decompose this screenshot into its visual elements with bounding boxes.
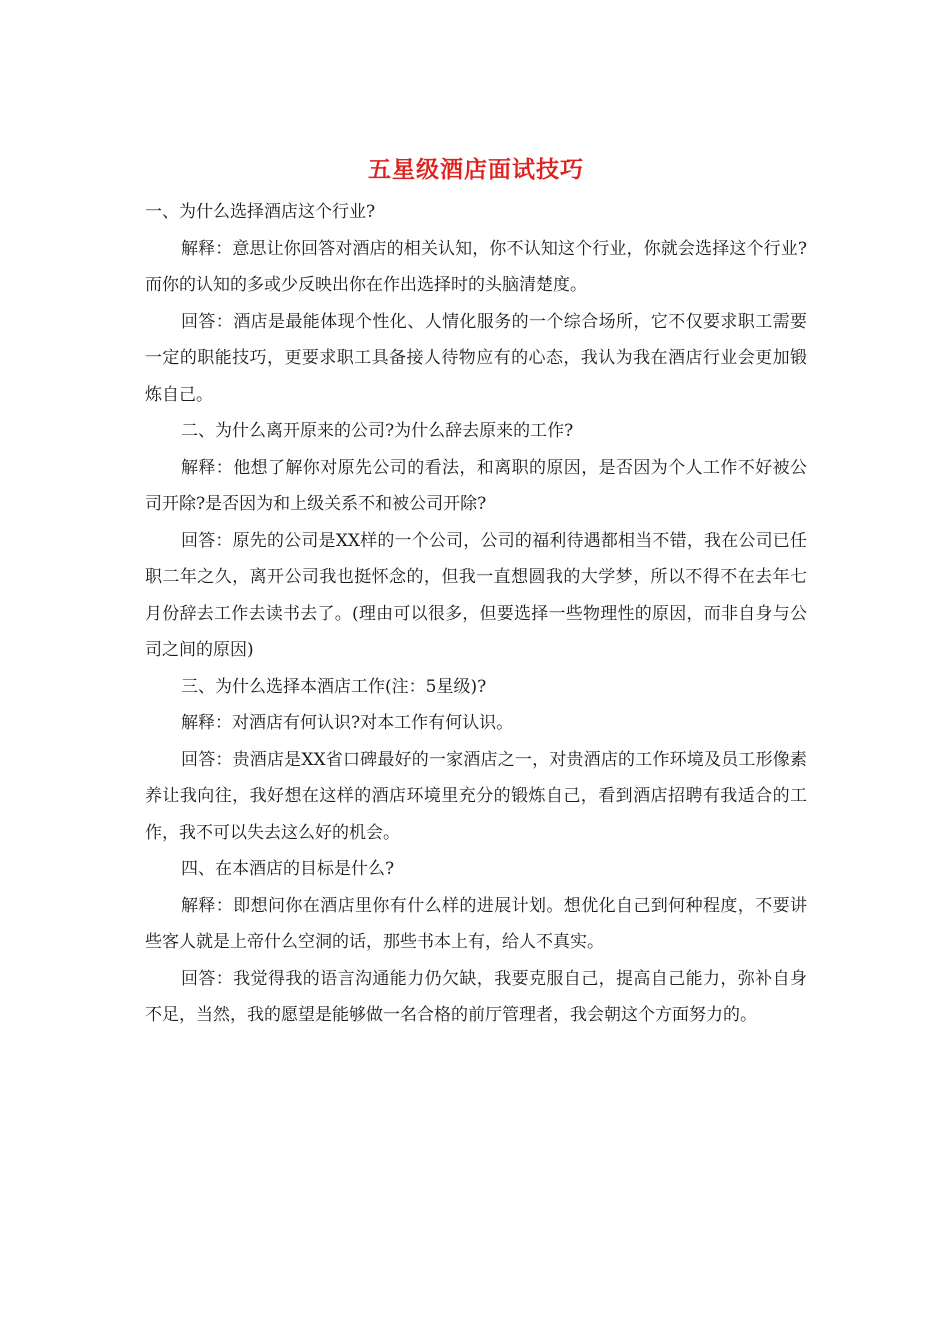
question-1-explanation: 解释：意思让你回答对酒店的相关认知，你不认知这个行业，你就会选择这个行业?而你的认知的多或少反映出你在作出选择时的头脑清楚度。: [145, 238, 807, 295]
question-2-explanation: 解释：他想了解你对原先公司的看法，和离职的原因，是否因为个人工作不好被公司开除?是否因为和上级关系不和被公司开除?: [145, 457, 807, 514]
question-2-heading: 二、为什么离开原来的公司?为什么辞去原来的工作?: [181, 421, 574, 441]
question-4-answer: 回答：我觉得我的语言沟通能力仍欠缺，我要克服自己，提高自己能力，弥补自身不足，当然，我的愿望是能够做一名合格的前厅管理者，我会朝这个方面努力的。: [145, 968, 807, 1025]
question-1-answer: 回答：酒店是最能体现个性化、人情化服务的一个综合场所，它不仅要求职工需要一定的职能技巧，更要求职工具备接人待物应有的心态，我认为我在酒店行业会更加锻炼自己。: [145, 311, 807, 405]
question-1-heading: 一、为什么选择酒店这个行业?: [145, 202, 376, 222]
question-3-explanation: 解释：对酒店有何认识?对本工作有何认识。: [181, 713, 514, 733]
document-body: [145, 150, 807, 1034]
question-2-answer: 回答：原先的公司是XX样的一个公司，公司的福利待遇都相当不错，我在公司已任职二年之久，离开公司我也挺怀念的，但我一直想圆我的大学梦，所以不得不在去年七月份辞去工作去读书去了。(理由可以很多，但要选择一些物理性的原因，而非自身与公司之间的原因): [145, 530, 807, 660]
question-4-heading: 四、在本酒店的目标是什么?: [181, 859, 395, 879]
question-4-explanation: 解释：即想问你在酒店里你有什么样的进展计划。想优化自己到何种程度，不要讲些客人就是上帝什么空洞的话，那些书本上有，给人不真实。: [145, 895, 807, 952]
question-3-answer: 回答：贵酒店是XX省口碑最好的一家酒店之一，对贵酒店的工作环境及员工形像素养让我向往，我好想在这样的酒店环境里充分的锻炼自己，看到酒店招聘有我适合的工作，我不可以失去这么好的机会。: [145, 749, 807, 843]
question-3-heading: 三、为什么选择本酒店工作(注：5星级)?: [181, 676, 487, 697]
document-title: 五星级酒店面试技巧: [368, 156, 584, 183]
